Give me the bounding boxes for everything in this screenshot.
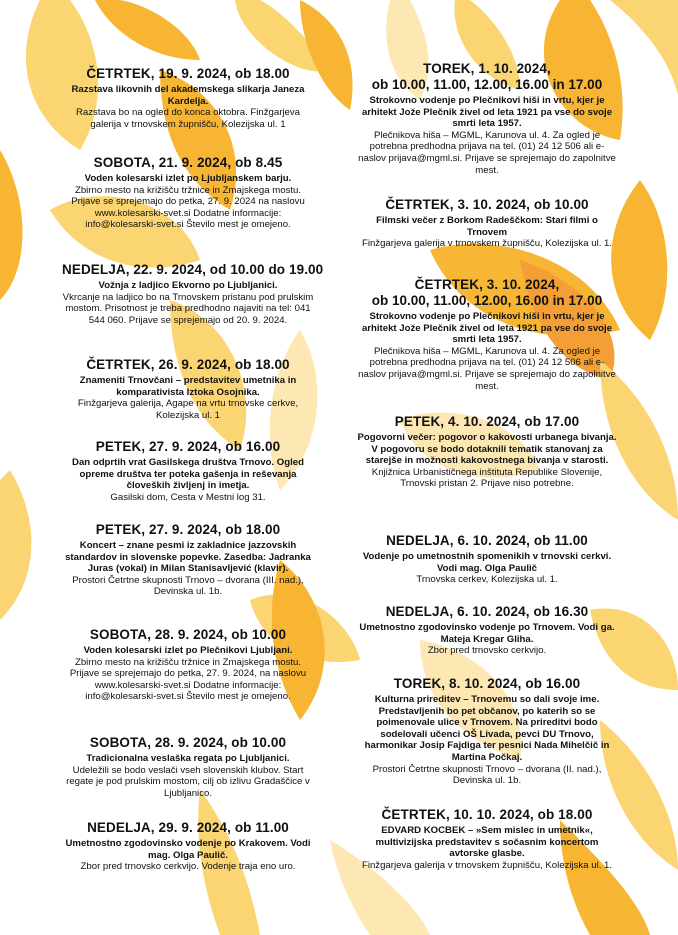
event-date: TOREK, 1. 10. 2024,	[423, 61, 551, 76]
event-date: SOBOTA, 21. 9. 2024, ob 8.45	[93, 155, 283, 170]
event-title: Vodenje po umetnostnih spomenikih v trnovski cerkvi. Vodi mag. Olga Paulič	[362, 551, 612, 574]
event-title: Voden kolesarski izlet po Ljubljanskem barju.	[84, 173, 292, 184]
event-title: Strokovno vodenje po Plečnikovi hiši in vrtu, kjer je arhitekt Jože Plečnik živel od leta 1921 pa vse do svoje smrti leta 1957.	[361, 95, 613, 130]
event-date: NEDELJA, 29. 9. 2024, ob 11.00	[87, 820, 289, 835]
event-date: ČETRTEK, 3. 10. 2024, ob 10.00	[385, 197, 589, 212]
event-info: Zbor pred trnovsko cerkvijo.	[427, 645, 547, 657]
event-info: Trnovska cerkev, Kolezijska ul. 1.	[416, 574, 558, 586]
event-item	[62, 439, 314, 503]
event-item	[356, 533, 618, 586]
event-info: Udeležili se bodo veslači vseh slovenskih klubov. Start regate je pod prulskim mostom, cilj ob izlivu Gradaščice v Ljubljanico.	[66, 764, 310, 799]
event-item	[62, 155, 314, 231]
event-title: Pogovorni večer: pogovor o kakovosti urbanega bivanja. V pogovoru se bodo dotaknili tematik stanovanj za starejše in možnosti kakovostnega bivanja v starosti.	[357, 432, 617, 467]
event-date: PETEK, 27. 9. 2024, ob 16.00	[95, 439, 281, 454]
event-item	[62, 522, 314, 598]
event-title: Znameniti Trnovčani – predstavitev umetnika in komparativista Iztoka Osojnika.	[79, 375, 297, 398]
event-title: Razstava likovnih del akademskega slikarja Janeza Kardelja.	[71, 84, 305, 107]
event-title: EDVARD KOCBEK – »Sem mislec in umetnik«, multivizijska predstavitev s sočasnim koncertom avtorske glasbe.	[375, 825, 599, 860]
event-item	[356, 676, 618, 787]
event-item	[62, 357, 314, 421]
event-info: Zbirno mesto na križišču tržnice in Zmajskega mostu. Prijave se sprejemajo do petka, 27. 9. 2024 na naslovu www.kolesarski-svet.si Dodatne informacije: info@kolesarski-svet.si Število mest je omejeno.	[71, 184, 305, 231]
event-info: Knjižnica Urbanističnega inštituta Republike Slovenije, Trnovski pristan 2. Prijave niso potrebne.	[371, 466, 603, 490]
event-date: PETEK, 4. 10. 2024, ob 17.00	[394, 414, 580, 429]
event-title: Filmski večer z Borkom Radeščkom: Stari filmi o Trnovem	[376, 215, 598, 238]
event-item	[356, 414, 618, 490]
event-title: Umetnostno zgodovinsko vodenje po Trnovem. Vodi ga. Mateja Kregar Gliha.	[359, 622, 615, 645]
event-date: ČETRTEK, 19. 9. 2024, ob 18.00	[86, 66, 290, 81]
event-item	[356, 604, 618, 657]
event-title: Strokovno vodenje po Plečnikovi hiši in vrtu, kjer je arhitekt Jože Plečnik živel od leta 1921 pa vse do svoje smrti leta 1957.	[361, 311, 613, 346]
event-time: ob 10.00, 11.00, 12.00, 16.00 in 17.00	[371, 293, 603, 308]
event-title: Umetnostno zgodovinsko vodenje po Krakovem. Vodi mag. Olga Paulič.	[65, 838, 311, 861]
event-date: SOBOTA, 28. 9. 2024, ob 10.00	[89, 627, 287, 642]
event-item	[356, 807, 618, 871]
event-item	[62, 735, 314, 799]
left-column	[62, 0, 324, 935]
event-info: Finžgarjeva galerija v trnovskem župnišču, Kolezijska ul. 1.	[361, 238, 613, 250]
event-date: NEDELJA, 6. 10. 2024, ob 16.30	[385, 604, 589, 619]
event-title: Tradicionalna veslaška regata po Ljubljanici.	[86, 753, 290, 764]
event-title: Voden kolesarski izlet po Plečnikovi Ljubljani.	[83, 645, 293, 656]
event-info: Zbor pred trnovsko cerkvijo. Vodenje traja eno uro.	[80, 861, 296, 873]
event-item	[62, 262, 324, 326]
event-date: TOREK, 8. 10. 2024, ob 16.00	[393, 676, 581, 691]
event-title: Dan odprtih vrat Gasilskega društva Trnovo. Ogled opreme društva ter poteka gašenja in reševanja človeških življenj in imetja.	[72, 457, 304, 492]
event-item	[62, 627, 314, 703]
event-info: Prostori Četrtne skupnosti Trnovo – dvorana (III. nad.), Devinska ul. 1b.	[72, 574, 304, 598]
event-title: Kulturna prireditev – Trnovemu so dali svoje ime. Predstavljenih bo pet občanov, po katerih so se poimenovale ulice v Trnovem. Na prireditvi bodo sodelovali učenci OŠ Livada, pevci DU Trnovo, harmonikar Josip Fajdiga ter pesnici Nada Mihelčič in Martina Počkaj.	[364, 694, 610, 763]
event-info: Finžgarjeva galerija v trnovskem župnišču, Kolezijska ul. 1.	[361, 859, 613, 871]
event-item	[62, 66, 314, 130]
event-info: Razstava bo na ogled do konca oktobra. Finžgarjeva galerija v trnovskem župnišču, Kolezijska ul. 1	[76, 107, 300, 130]
event-info: Plečnikova hiša – MGML, Karunova ul. 4. Za ogled je potrebna predhodna prijava na tel. (01) 24 12 506 ali e-naslov prijava@mgml.si. Prijave se sprejemajo do zapolnitve mest.	[358, 345, 616, 392]
event-date: SOBOTA, 28. 9. 2024, ob 10.00	[89, 735, 287, 750]
event-date: NEDELJA, 22. 9. 2024, od 10.00 do 19.00	[62, 262, 324, 277]
event-time: ob 10.00, 11.00, 12.00, 16.00 in 17.00	[371, 77, 603, 92]
event-item	[62, 820, 314, 873]
event-title: Vožnja z ladjico Ekvorno po Ljubljanici.	[98, 280, 278, 291]
event-date: PETEK, 27. 9. 2024, ob 18.00	[95, 522, 281, 537]
event-info: Zbirno mesto na križišču tržnice in Zmajskega mostu. Prijave se sprejemajo do petka, 27. 9. 2024, na naslovu www.kolesarski-svet.si Dodatne informacije: info@kolesarski-svet.si Število mest je omejeno.	[69, 656, 307, 703]
event-date: ČETRTEK, 10. 10. 2024, ob 18.00	[381, 807, 593, 822]
event-info: Finžgarjeva galerija, Agape na vrtu trnovske cerkve, Kolezijska ul. 1	[77, 398, 299, 421]
event-date: ČETRTEK, 26. 9. 2024, ob 18.00	[86, 357, 290, 372]
event-item	[356, 277, 618, 392]
event-title: Koncert – znane pesmi iz zakladnice jazzovskih standardov in slovenske popevke. Zasedba: Jadranka Juras (vokal) in Milan Stanisavljević (klavir).	[65, 540, 311, 575]
event-date: ČETRTEK, 3. 10. 2024,	[414, 277, 560, 292]
event-item	[356, 61, 618, 176]
event-info: Prostori Četrtne skupnosti Trnovo – dvorana (II. nad.), Devinska ul. 1b.	[372, 763, 602, 787]
event-date: NEDELJA, 6. 10. 2024, ob 11.00	[386, 533, 588, 548]
right-column	[356, 0, 618, 935]
event-item	[356, 197, 618, 250]
event-info: Vkrcanje na ladjico bo na Trnovskem pristanu pod prulskim mostom. Prisotnost je treba predhodno najaviti na tel: 041 544 060. Prijave se sprejemajo od 20. 9. 2024.	[62, 291, 314, 326]
event-info: Plečnikova hiša – MGML, Karunova ul. 4. Za ogled je potrebna predhodna prijava na tel. (01) 24 12 506 ali e-naslov prijava@mgml.si. Prijave se sprejemajo do zapolnitve mest.	[358, 129, 616, 176]
event-info: Gasilski dom, Cesta v Mestni log 31.	[110, 491, 266, 503]
